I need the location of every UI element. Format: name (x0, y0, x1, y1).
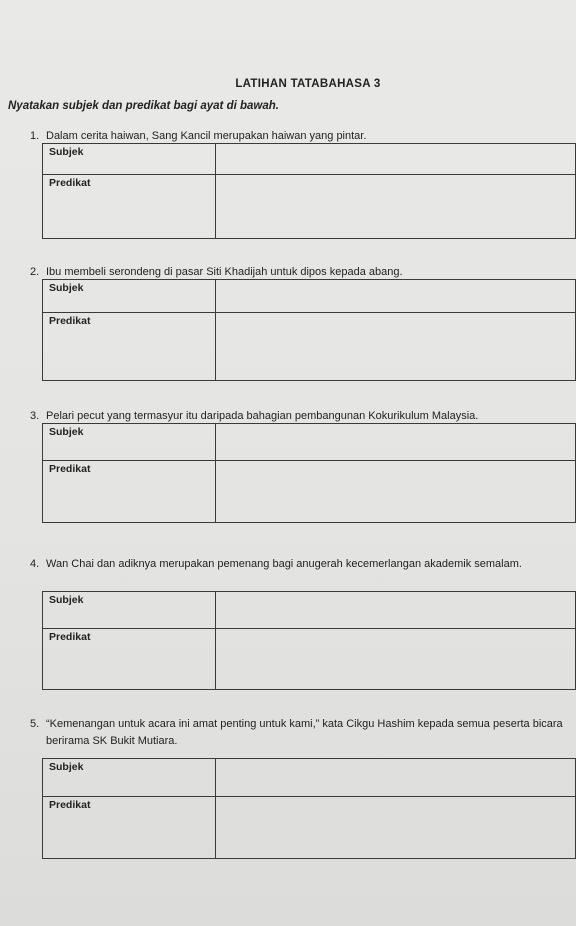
subject-label: Subjek (43, 144, 216, 175)
predicate-label: Predikat (43, 461, 216, 523)
subject-label: Subjek (43, 424, 216, 461)
question-text: Dalam cerita haiwan, Sang Kancil merupakan haiwan yang pintar. (46, 130, 367, 142)
predicate-label: Predikat (43, 313, 216, 381)
answer-table-1 (42, 143, 576, 239)
question-4 (30, 556, 550, 590)
subject-answer-field[interactable] (216, 424, 576, 461)
question-text: Pelari pecut yang termasyur itu daripada bahagian pembangunan Kokurikulum Malaysia. (46, 410, 479, 422)
answer-table-3 (42, 423, 576, 523)
subject-label: Subjek (43, 759, 216, 797)
subject-label: Subjek (43, 592, 216, 629)
predicate-answer-field[interactable] (216, 461, 576, 523)
instruction-text: Nyatakan subjek dan predikat bagi ayat di bawah. (8, 100, 279, 112)
predicate-label: Predikat (43, 629, 216, 690)
answer-table-4 (42, 591, 576, 690)
predicate-label: Predikat (43, 797, 216, 859)
predicate-label: Predikat (43, 175, 216, 239)
question-number: 4. (30, 558, 40, 570)
question-number: 5. (30, 718, 40, 730)
question-number: 3. (30, 410, 40, 422)
question-number: 1. (30, 130, 40, 142)
predicate-answer-field[interactable] (216, 313, 576, 381)
subject-answer-field[interactable] (216, 280, 576, 313)
answer-table-5 (42, 758, 576, 859)
subject-answer-field[interactable] (216, 592, 576, 629)
page-title: LATIHAN TATABAHASA 3 (235, 78, 381, 90)
predicate-answer-field[interactable] (216, 797, 576, 859)
question-text: “Kemenangan untuk acara ini amat penting untuk kami,” kata Cikgu Hashim kepada semua peserta bicara berirama SK Bukit Mutiara. (46, 718, 563, 747)
subject-label: Subjek (43, 280, 216, 313)
predicate-answer-field[interactable] (216, 175, 576, 239)
question-text: Ibu membeli serondeng di pasar Siti Khadijah untuk dipos kepada abang. (46, 266, 403, 278)
answer-table-2 (42, 279, 576, 381)
subject-answer-field[interactable] (216, 759, 576, 797)
question-text: Wan Chai dan adiknya merupakan pemenang bagi anugerah kecemerlangan akademik semalam. (46, 558, 522, 570)
question-number: 2. (30, 266, 40, 278)
predicate-answer-field[interactable] (216, 629, 576, 690)
question-5 (30, 716, 570, 750)
subject-answer-field[interactable] (216, 144, 576, 175)
